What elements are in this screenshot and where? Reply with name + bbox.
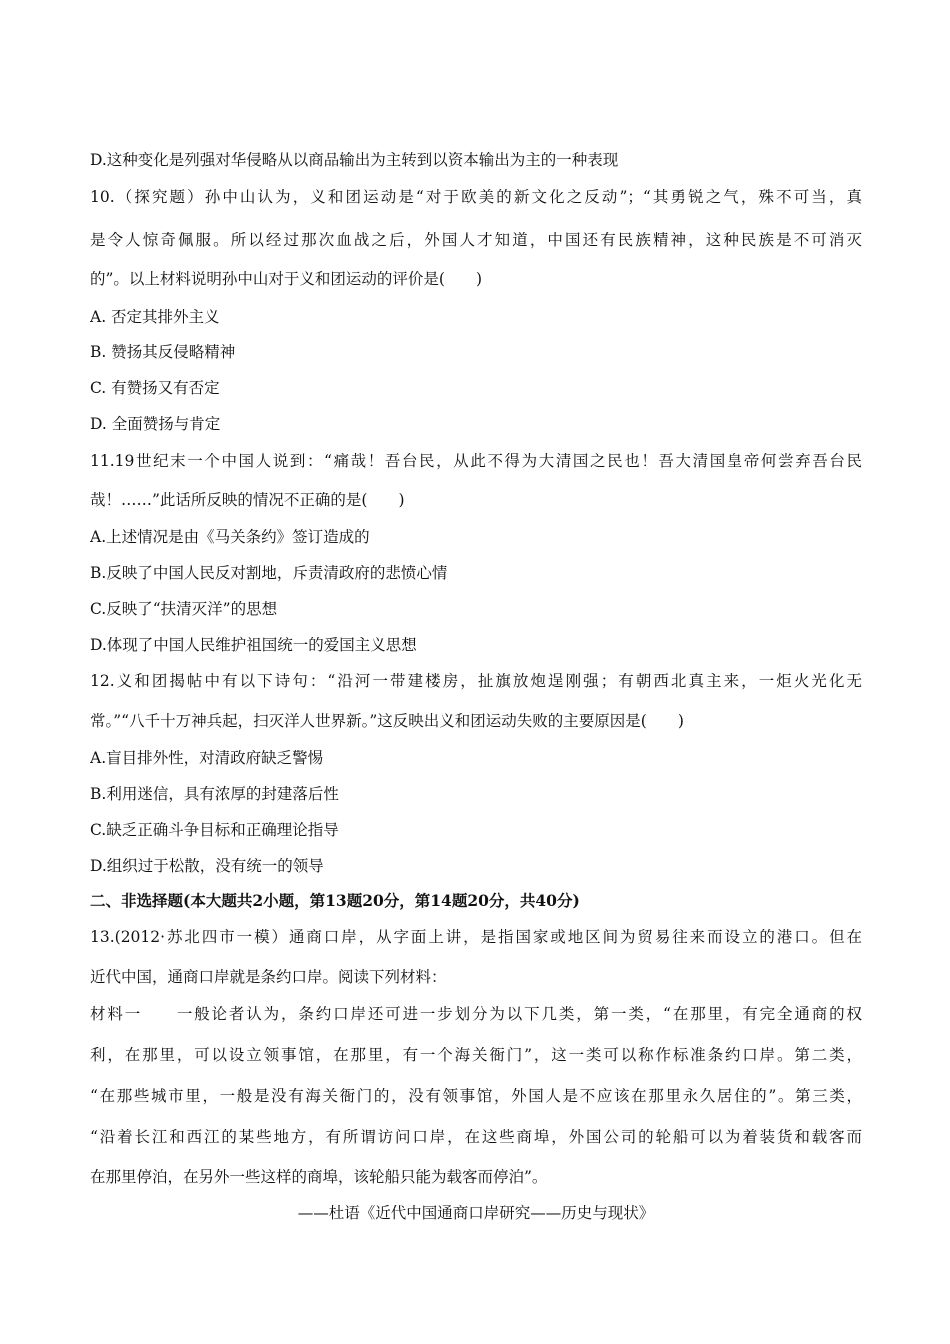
source-citation: ——杜语《近代中国通商口岸研究——历史与现状》: [297, 1204, 655, 1222]
q10-option-d: D. 全面赞扬与肯定: [90, 415, 221, 433]
q11-option-d: D.体现了中国人民维护祖国统一的爱国主义思想: [90, 636, 417, 654]
q12-option-a: A.盲目排外性，对清政府缺乏警惕: [90, 749, 324, 767]
section-heading: 二、非选择题(本大题共2小题，第13题20分，第14题20分，共40分): [90, 891, 580, 910]
q10-option-b: B. 赞扬其反侵略精神: [90, 343, 236, 361]
q11-option-b: B.反映了中国人民反对割地，斥责清政府的悲愤心情: [90, 564, 448, 582]
material-1-line-3: “在那些城市里，一般是没有海关衙门的，没有领事馆，外国人是不应该在那里永久居住的”。第三类，: [90, 1087, 862, 1105]
q13-stem-line-1: 13.(2012·苏北四市一模）通商口岸，从字面上讲，是指国家或地区间为贸易往来而设立的港口。但在: [90, 928, 862, 946]
material-1-line-1: 材料一 一般论者认为，条约口岸还可进一步划分为以下几类，第一类，“在那里，有完全通商的权: [90, 1005, 862, 1023]
q11-option-a: A.上述情况是由《马关条约》签订造成的: [90, 528, 370, 546]
q10-stem-line-2: 是令人惊奇佩服。所以经过那次血战之后，外国人才知道，中国还有民族精神，这种民族是不可消灭: [90, 231, 862, 249]
q12-option-d: D.组织过于松散，没有统一的领导: [90, 857, 324, 875]
q9-option-d: D.这种变化是列强对华侵略从以商品输出为主转到以资本输出为主的一种表现: [90, 151, 619, 169]
q11-stem-line-1: 11.19世纪末一个中国人说到：“痛哉！吾台民，从此不得为大清国之民也！吾大清国皇帝何尝弃吾台民: [90, 452, 862, 470]
q10-stem-line-3: 的”。以上材料说明孙中山对于义和团运动的评价是( ): [90, 270, 483, 288]
material-1-line-2: 利，在那里，可以设立领事馆，在那里，有一个海关衙门”，这一类可以称作标准条约口岸。第二类，: [90, 1046, 862, 1064]
q12-option-b: B.利用迷信，具有浓厚的封建落后性: [90, 785, 339, 803]
q13-stem-line-2: 近代中国，通商口岸就是条约口岸。阅读下列材料：: [90, 968, 447, 986]
q12-stem-line-1: 12.义和团揭帖中有以下诗句：“沿河一带建楼房，扯旗放炮逞刚强；有朝西北真主来，一炬火光化无: [90, 672, 862, 690]
q10-stem-line-1: 10.（探究题）孙中山认为，义和团运动是“对于欧美的新文化之反动”；“其勇锐之气，殊不可当，真: [90, 188, 862, 206]
q12-option-c: C.缺乏正确斗争目标和正确理论指导: [90, 821, 339, 839]
q10-option-c: C. 有赞扬又有否定: [90, 379, 220, 397]
q11-stem-line-2: 哉！……”此话所反映的情况不正确的是( ): [90, 491, 405, 509]
q10-option-a: A. 否定其排外主义: [90, 308, 220, 326]
material-1-line-4: “沿着长江和西江的某些地方，有所谓访问口岸，在这些商埠，外国公司的轮船可以为着装货和载客而: [90, 1128, 862, 1146]
material-1-line-5: 在那里停泊，在另外一些这样的商埠，该轮船只能为载客而停泊”。: [90, 1168, 548, 1186]
q12-stem-line-2: 常。”“八千十万神兵起，扫灭洋人世界新。”这反映出义和团运动失败的主要原因是( ): [90, 712, 684, 730]
q11-option-c: C.反映了“扶清灭洋”的思想: [90, 600, 278, 618]
